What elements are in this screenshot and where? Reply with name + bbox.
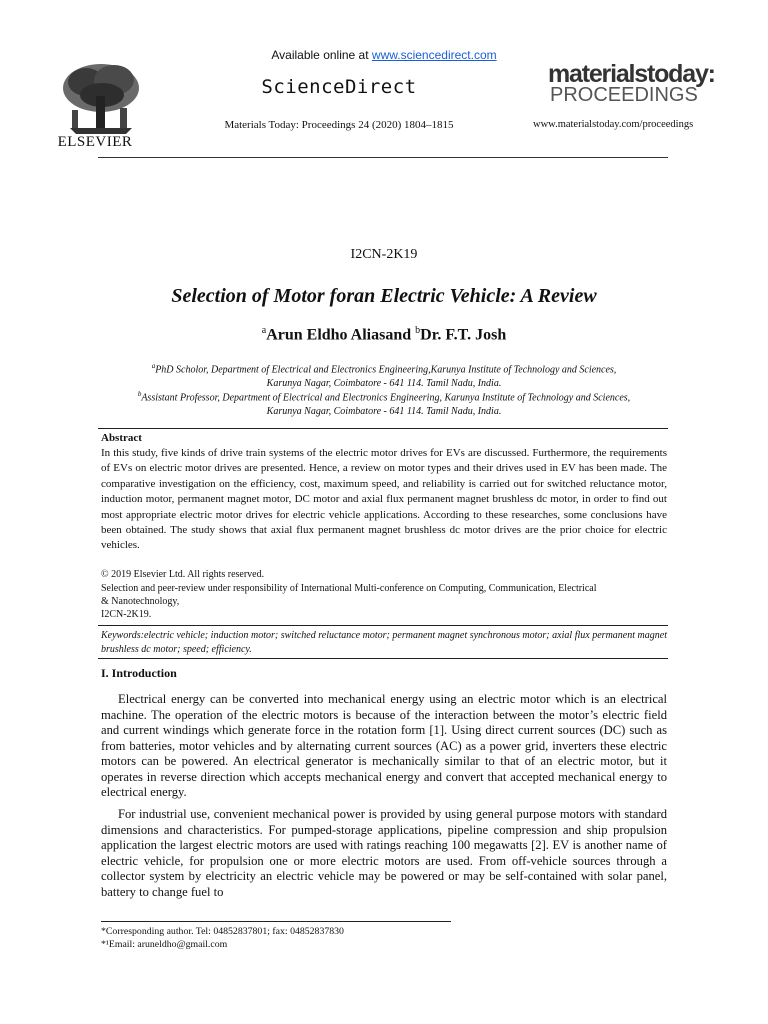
- peer-review-statement: [101, 582, 667, 621]
- abstract-top-rule: [98, 428, 668, 429]
- materials-today-logo-line1: materialstoday:: [548, 60, 715, 88]
- intro-paragraph-2: For industrial use, convenient mechanical power is provided by using general purpose motors with standard dimensions and characteristics. For pumped-storage applications, pipeline compression and ship propulsion application the largest electric motors are used with ratings reaching 100 megawatts [2]. EV is another name of electric vehicle, for propulsion one or more electric motors are used. From off-vehicle sources through a collector system by electricity an electric vehicle may be powered or may be self-contained with solar panel, battery to change fuel to: [101, 807, 667, 899]
- affiliation-a-line1: PhD Scholor, Department of Electrical and Electronics Engineering,Karunya Institute of Technology and Sciences,: [155, 364, 617, 376]
- affiliation-b: [0, 387, 768, 419]
- materials-today-logo-line2: PROCEEDINGS: [550, 84, 698, 106]
- affiliation-a-sup: a: [151, 362, 156, 370]
- author2-sup: b: [415, 325, 421, 336]
- peer-review-line1: Selection and peer-review under responsibility of International Multi-conference on Computing, Communication, Electrical: [101, 583, 597, 594]
- header-divider: [98, 157, 668, 158]
- author-line: [0, 325, 768, 344]
- peer-review-line3: I2CN-2K19.: [101, 609, 152, 620]
- author2-name: Dr. F.T. Josh: [420, 326, 507, 344]
- journal-url: www.materialstoday.com/proceedings: [533, 119, 694, 130]
- footnote-email: *¹Email: aruneldho@gmail.com: [101, 939, 228, 950]
- affiliation-b-sup: b: [137, 390, 142, 398]
- abstract-heading: Abstract: [101, 432, 142, 444]
- affiliation-b-line1: Assistant Professor, Department of Electrical and Electronics Engineering, Karunya Institute of Technology and Sciences,: [141, 392, 631, 404]
- journal-reference: Materials Today: Proceedings 24 (2020) 1804–1815: [224, 119, 454, 131]
- keywords: Keywords:electric vehicle; induction motor; switched reluctance motor; permanent magnet synchronous motor; axial flux permanent magnet brushless dc motor; speed; efficiency.: [101, 630, 667, 655]
- article-title: Selection of Motor foran Electric Vehicle: A Review: [171, 285, 597, 307]
- intro-paragraph-1: Electrical energy can be converted into mechanical energy using an electric motor which is an electrical machine. The operation of the electric motors is because of the interaction between the motor’s electric field and current windings which generate force in the rotation form [1]. Using direct current sources (DC) such as from batteries, motor vehicles and by alternating current sources (AC) as a power grid, inverters these electric motors can be powered. An electrical generator is mechanically similar to that of an electric motor, but it operates in reverse direction which accepts mechanical energy and convert that accepted mechanical energy to electrical energy.: [101, 692, 667, 799]
- sciencedirect-brand: ScienceDirect: [261, 76, 417, 98]
- copyright-line: © 2019 Elsevier Ltd. All rights reserved.: [101, 569, 265, 580]
- keywords-bottom-rule: [98, 658, 668, 659]
- affiliation-a-line2: Karunya Nagar, Coimbatore - 641 114. Tamil Nadu, India.: [266, 378, 502, 390]
- footnote-corresponding-author: *Corresponding author. Tel: 04852837801; fax: 04852837830: [101, 926, 344, 937]
- author1-name: Arun Eldho Aliasand: [266, 326, 416, 344]
- abstract-text: In this study, five kinds of drive train systems of the electric motor drives for EVs are discussed. Furthermore, the requirements of EVs on electric motor drives are presented. Hence, a review on motor types and their drives used in EV has been made. The comparative investigation on the efficiency, cost, maximum speed, and reliability is carried out for switched reluctance motor, induction motor, permanent magnet motor, DC motor and axial flux permanent magnet brushless dc motor, in order to find out most appropriate electric motor drives for electric vehicle applications. According to these researches, some conclusions have been obtained. The study shows that axial flux permanent magnet brushless dc motor drives are the prior choice for electric vehicles.: [101, 447, 667, 552]
- affiliation-b-line2: Karunya Nagar, Coimbatore - 641 114. Tamil Nadu, India.: [266, 406, 502, 418]
- publisher-logo-text: ELSEVIER: [57, 134, 133, 150]
- conference-label: I2CN-2K19: [350, 247, 418, 262]
- section-heading-introduction: I. Introduction: [101, 666, 177, 680]
- keywords-top-rule: [98, 625, 668, 626]
- sciencedirect-link[interactable]: www.sciencedirect.com: [371, 48, 497, 62]
- available-online-label: Available online at: [271, 48, 372, 62]
- footnote-divider: [101, 921, 451, 922]
- author1-sup: a: [261, 325, 267, 336]
- peer-review-line2: & Nanotechnology,: [101, 596, 180, 607]
